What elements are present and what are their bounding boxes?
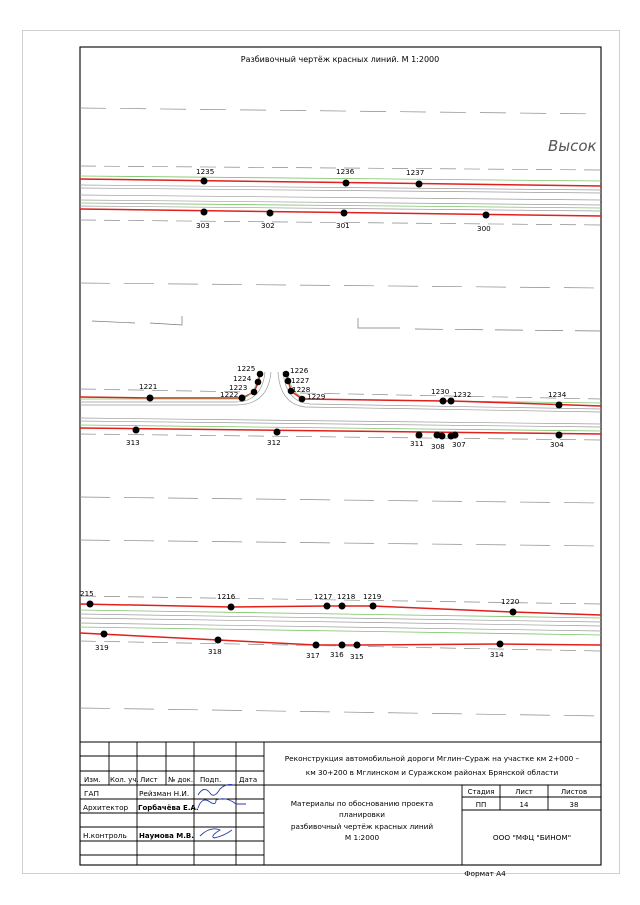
point-label: 1223 [229,383,248,392]
point-label: 303 [196,221,210,230]
survey-points [80,167,567,661]
carriageway-edge [80,188,601,193]
point-label: 314 [490,650,504,659]
survey-point[interactable] [483,212,490,219]
point-label: 318 [208,647,222,656]
boundary-dashed-line [80,108,601,114]
point-label: 1232 [453,390,472,399]
survey-point[interactable] [354,642,361,649]
sheets-label: Листов [560,788,588,796]
survey-point[interactable] [416,181,423,188]
street-label: Высок [548,137,597,155]
point-label: 1234 [548,390,567,399]
survey-point[interactable] [201,178,208,185]
survey-point[interactable] [274,429,281,436]
role-gap: ГАП [84,789,99,798]
role-norm-control: Н.контроль [83,831,127,840]
point-label: 1218 [337,592,356,601]
col-date: Дата [239,776,258,784]
survey-point[interactable] [239,395,246,402]
survey-point[interactable] [228,604,235,611]
survey-point[interactable] [440,398,447,405]
survey-point[interactable] [267,210,274,217]
point-label: 307 [452,440,466,449]
carriageway-edge [80,200,601,205]
survey-point[interactable] [257,371,264,378]
sheet-label: Лист [515,788,533,796]
boundary-dashed-line [80,497,601,503]
survey-point[interactable] [556,432,563,439]
point-label: 319 [95,643,109,652]
point-label: 301 [336,221,350,230]
title-block-text [83,754,587,878]
point-label: 1228 [292,385,311,394]
point-label: 1226 [290,366,309,375]
point-label: 313 [126,438,140,447]
road-section-2 [80,372,601,440]
name-gorbacheva: Горбачёва Е.А. [138,804,199,812]
point-label: 1222 [220,390,239,399]
carriageway-edge [80,614,601,622]
green-line [80,610,601,618]
signatures [198,785,246,839]
survey-point[interactable] [201,209,208,216]
col-doc-no: № док. [168,776,194,784]
survey-point[interactable] [497,641,504,648]
point-label: 1225 [237,364,256,373]
point-label: 304 [550,440,564,449]
point-label: 1227 [291,376,310,385]
doc-title-line2: планировки [339,810,385,819]
col-podp: Подп. [200,776,222,784]
carriageway-edge [80,185,601,190]
parcel-line [358,318,400,328]
survey-point[interactable] [255,379,262,386]
survey-point[interactable] [283,371,290,378]
point-label: 1237 [406,168,425,177]
stage-label: Стадия [467,788,495,796]
point-label: 1235 [196,167,215,176]
point-label: 1216 [217,592,236,601]
survey-point[interactable] [87,601,94,608]
survey-point[interactable] [339,603,346,610]
company-name: ООО "МФЦ "БИНОМ" [492,833,572,842]
point-label: 215 [80,589,94,598]
sheet-value: 14 [519,801,529,809]
point-label: 1221 [139,382,158,391]
survey-point[interactable] [416,432,423,439]
survey-point[interactable] [251,389,258,396]
project-title-line1: Реконструкция автомобильной дороги Мглин–Сураж на участке км 2+000 – [284,754,580,763]
doc-title-line1: Материалы по обоснованию проекта [290,799,434,808]
point-label: 1229 [307,392,326,401]
drawing-title: Разбивочный чертёж красных линий. М 1:2000 [240,55,440,64]
name-naumova: Наумова М.В. [139,832,194,840]
boundary-dashed-line [80,540,601,546]
survey-point[interactable] [452,432,459,439]
parcel-line [415,329,601,331]
signature-naumova [200,829,232,838]
boundary-dashed-line [80,283,601,288]
point-label: 1219 [363,592,382,601]
point-label: 1236 [336,167,355,176]
stage-value: ПП [475,801,487,809]
survey-point[interactable] [343,180,350,187]
parcel-line [150,316,182,325]
survey-point[interactable] [341,210,348,217]
survey-point[interactable] [215,637,222,644]
adjacent-territory-lines [80,283,601,331]
doc-title-line4: М 1:2000 [344,833,380,842]
point-label: 1220 [501,597,520,606]
carriageway-edge [80,195,601,200]
survey-point[interactable] [339,642,346,649]
green-line [80,627,601,635]
point-label: 300 [477,224,491,233]
point-label: 302 [261,221,275,230]
survey-point[interactable] [370,603,377,610]
point-label: 316 [330,650,344,659]
col-kol-uch: Кол. уч. [110,776,139,784]
parcel-line [92,321,135,323]
survey-point[interactable] [556,402,563,409]
survey-point[interactable] [510,609,517,616]
survey-point[interactable] [324,603,331,610]
carriageway-edge [80,623,601,631]
name-reizman: Рейзман Н.И. [139,789,190,798]
point-label: 317 [306,651,320,660]
red-line-south [80,428,601,434]
survey-point[interactable] [439,433,446,440]
point-label: 311 [410,439,424,448]
survey-point[interactable] [313,642,320,649]
survey-point[interactable] [299,396,306,403]
survey-point[interactable] [133,427,140,434]
point-label: 308 [431,442,445,451]
boundary-dashed-line [80,434,601,440]
point-label: 315 [350,652,364,661]
signature-reizman [198,785,234,796]
project-title-line2: км 30+200 в Мглинском и Суражском районах Брянской области [305,768,559,777]
point-label: 1224 [233,374,252,383]
doc-title-line3: разбивочный чертёж красных линий [290,822,434,831]
carriageway-edge [80,418,601,424]
sheets-value: 38 [569,801,579,809]
carriageway-edge [80,618,601,626]
boundary-dashed-line [80,708,601,716]
col-list: Лист [140,776,158,784]
survey-point[interactable] [147,395,154,402]
survey-point[interactable] [101,631,108,638]
point-label: 312 [267,438,281,447]
sheet-format: Формат А4 [464,869,506,878]
green-line [80,203,601,208]
signature-gorbacheva [198,799,246,808]
point-label: 1230 [431,387,450,396]
point-label: 1217 [314,592,333,601]
col-izm: Изм. [84,776,101,784]
role-architect: Архитектор [83,803,129,812]
